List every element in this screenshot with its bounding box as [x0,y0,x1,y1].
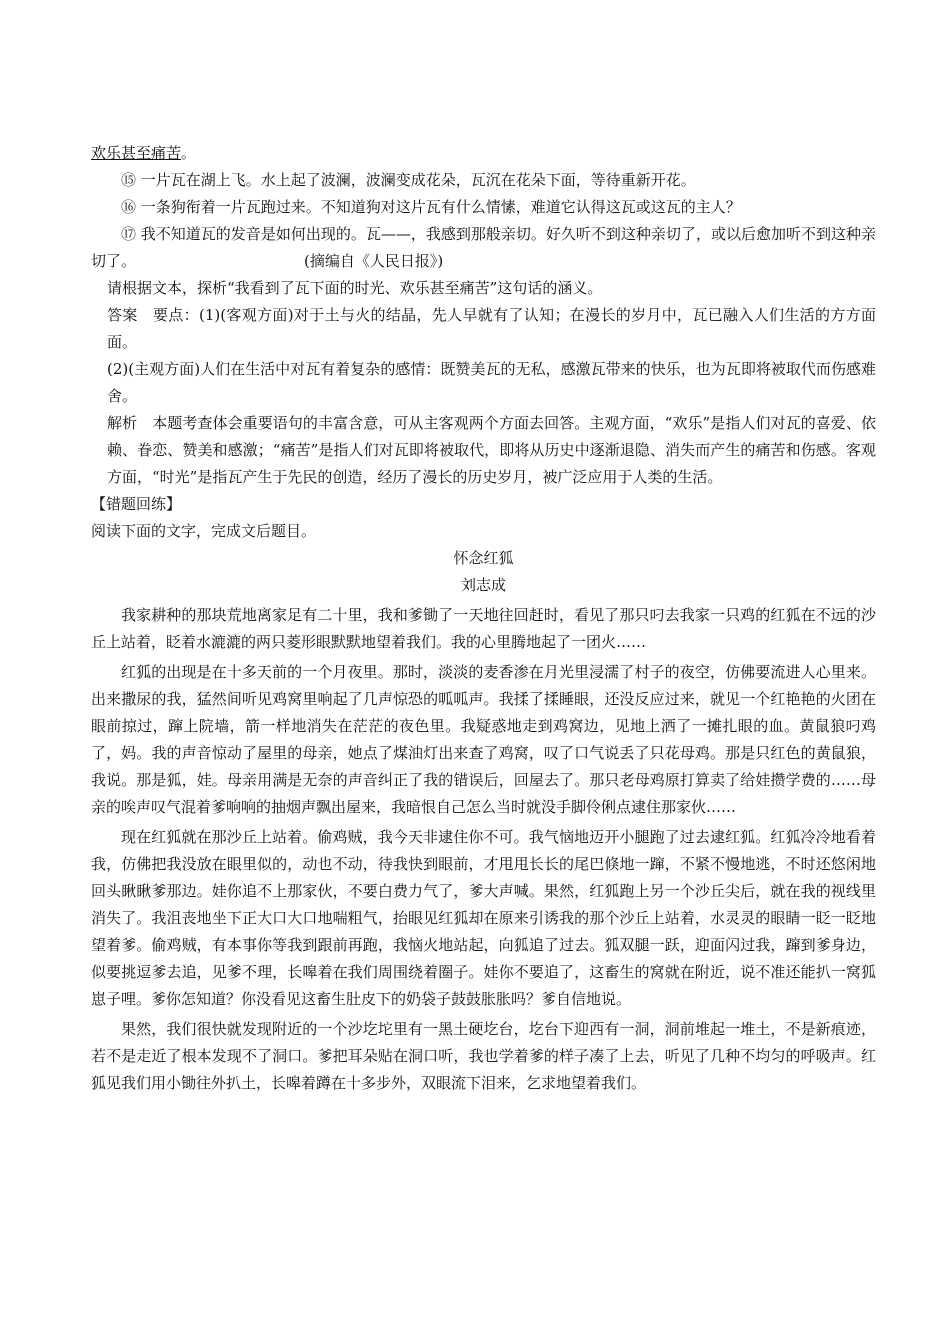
answer-line-1: 答案 要点：(1)(客观方面)对于土与火的结晶，先人早就有了认知；在漫长的岁月中，瓦已融入人们生活的方方面面。 [107,306,876,351]
source-citation: (摘编自《人民日报》) [304,252,444,270]
article-title: 怀念红狐 [453,549,514,567]
article-paragraph: 果然，我们很快就发现附近的一个沙圪坨里有一黑土硬圪台，圪台下迎西有一洞，洞前堆起一堆土，不是新痕迹，若不是走近了根本发现不了洞口。爹把耳朵贴在洞口听，我也学着爹的样子凑了上去，听见了几种不均匀的呼吸声。红狐见我们用小锄往外扒土，长嗥着蹲在十多步外，双眼流下泪来，乞求地望着我们。 [91,1020,876,1092]
paragraph-17-text: ⑰ 我不知道瓦的发音是如何出现的。瓦——，我感到那般亲切。好久听不到这种亲切了，或以后愈加听不到这种亲切了。 [91,225,876,270]
analysis: 解析 本题考查体会重要语句的丰富含意，可从主客观两个方面去回答。主观方面，“欢乐”是指人们对瓦的喜爱、依赖、眷恋、赞美和感激；“痛苦”是指人们对瓦即将被取代，即将从历史中逐渐退隐、消失而产生的痛苦和伤感。客观方面，“时光”是指瓦产生于先民的创造，经历了漫长的历史岁月，被广泛应用于人类的生活。 [107,414,876,486]
paragraph-15: ⑮ 一片瓦在湖上飞。水上起了波澜，波澜变成花朵，瓦沉在花朵下面，等待重新开花。 [121,171,696,189]
previous-passage-tail [91,140,876,167]
paragraph-16: ⑯ 一条狗衔着一片瓦跑过来。不知道狗对这片瓦有什么情愫，难道它认得这瓦或这瓦的主人？ [121,198,741,216]
article-paragraph: 我家耕种的那块荒地离家足有二十里，我和爹锄了一天地往回赶时，看见了那只叼去我家一只鸡的红狐在不远的沙丘上站着，眨着水漉漉的两只菱形眼默默地望着我们。我的心里腾地起了一团火…… [91,606,876,651]
article-author: 刘志成 [460,576,506,594]
question: 请根据文本，探析“我看到了瓦下面的时光、欢乐甚至痛苦”这句话的涵义。 [107,279,603,297]
reading-instruction: 阅读下面的文字，完成文后题目。 [91,522,317,540]
answer-line-2: (2)(主观方面)人们在生活中对瓦有着复杂的感情：既赞美瓦的无私，感激瓦带来的快乐，也为瓦即将被取代而伤感难舍。 [107,360,876,405]
article-paragraph: 红狐的出现是在十多天前的一个月夜里。那时，淡淡的麦香渗在月光里浸濡了村子的夜空，仿佛要流进人心里来。出来撒尿的我，猛然间听见鸡窝里响起了几声惊恐的呱呱声。我揉了揉睡眼，还没反应过来，就见一个红艳艳的火团在眼前掠过，蹿上院墙，箭一样地消失在茫茫的夜色里。我疑惑地走到鸡窝边，见地上洒了一摊扎眼的血。黄鼠狼叼鸡了，妈。我的声音惊动了屋里的母亲，她点了煤油灯出来查了鸡窝，叹了口气说丢了只花母鸡。那是只红色的黄鼠狼，我说。那是狐，娃。母亲用满是无奈的声音纠正了我的错误后，回屋去了。那只老母鸡原打算卖了给娃攒学费的……母亲的唉声叹气混着爹响响的抽烟声飘出屋来，我暗恨自己怎么当时就没手脚伶俐点逮住那家伙…… [91,663,876,816]
article-paragraph: 现在红狐就在那沙丘上站着。偷鸡贼，我今天非逮住你不可。我气恼地迈开小腿跑了过去逮红狐。红狐冷冷地看着我，仿佛把我没放在眼里似的，动也不动，待我快到眼前，才甩甩长长的尾巴倏地一蹿，不紧不慢地逃，不时还悠闲地回头瞅瞅爹那边。娃你追不上那家伙，不要白费力气了，爹大声喊。果然，红狐跑上另一个沙丘尖后，就在我的视线里消失了。我沮丧地坐下正大口大口地喘粗气，抬眼见红狐却在原来引诱我的那个沙丘上站着，水灵灵的眼睛一眨一眨地望着爹。偷鸡贼，有本事你等我到跟前再跑，我恼火地站起，向狐追了过去。狐双腿一跃，迎面闪过我，蹿到爹身边，似要挑逗爹去追，见爹不理，长嗥着在我们周围绕着圈子。娃你不要追了，这畜生的窝就在附近，说不准还能扒一窝狐崽子哩。爹你怎知道？你没看见这畜生肚皮下的奶袋子鼓鼓胀胀吗？爹自信地说。 [91,828,876,1008]
document-page [91,140,876,1097]
section-title: 【错题回练】 [91,495,182,513]
tail-punctuation: 。 [181,144,197,162]
underlined-phrase: 欢乐甚至痛苦 [91,144,182,162]
paragraph-17 [91,221,876,275]
